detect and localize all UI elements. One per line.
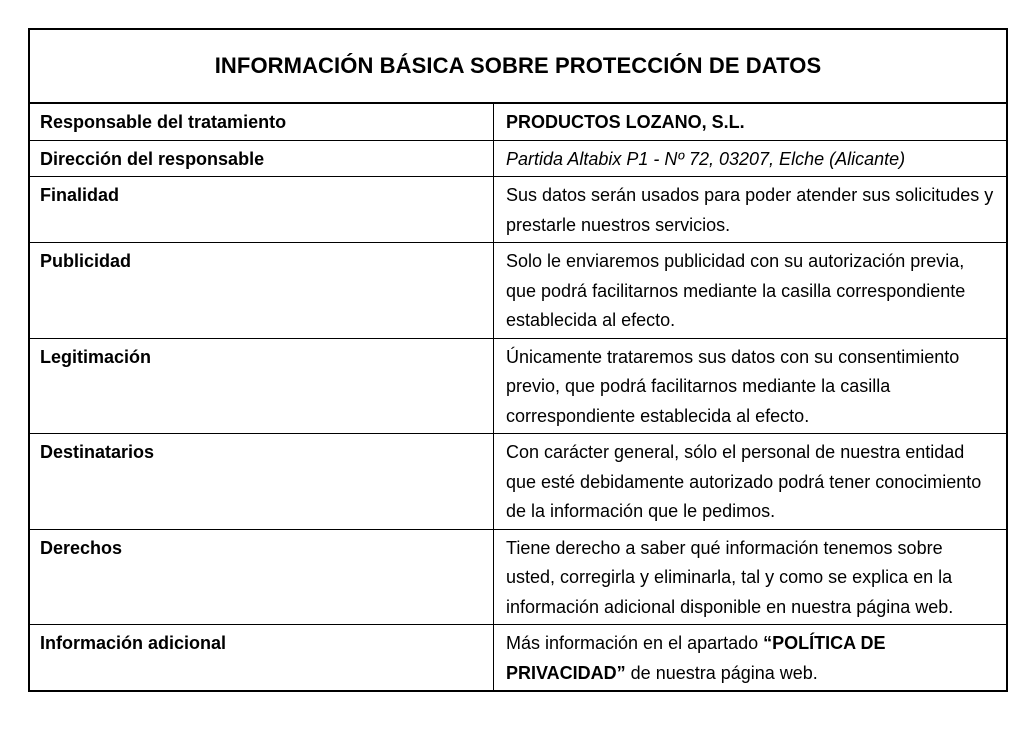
row-label: Destinatarios xyxy=(30,434,494,529)
table-row xyxy=(30,530,1006,626)
table-row xyxy=(30,434,1006,530)
table-row xyxy=(30,177,1006,243)
table-row xyxy=(30,339,1006,435)
row-label: Finalidad xyxy=(30,177,494,242)
row-value: Tiene derecho a saber qué información tenemos sobre usted, corregirla y eliminarla, tal y como se explica en la información adicional disponible en nuestra página web. xyxy=(506,537,954,617)
table-row xyxy=(30,625,1006,690)
row-value: Únicamente trataremos sus datos con su consentimiento previo, que podrá facilitarnos mediante la casilla correspondiente establecida al efecto. xyxy=(506,346,960,426)
value-prefix: Más información en el apartado xyxy=(506,633,764,653)
row-label: Legitimación xyxy=(30,339,494,434)
row-label: Responsable del tratamiento xyxy=(30,104,494,140)
row-label: Derechos xyxy=(30,530,494,625)
row-value: Con carácter general, sólo el personal de nuestra entidad que esté debidamente autorizado podrá tener conocimiento de la información que le pedimos. xyxy=(506,442,982,521)
value-suffix: de nuestra página web. xyxy=(625,662,818,683)
table-row xyxy=(30,243,1006,339)
row-label: Información adicional xyxy=(30,625,494,690)
table-title: INFORMACIÓN BÁSICA SOBRE PROTECCIÓN DE DATOS xyxy=(30,30,1006,104)
row-value: Sus datos serán usados para poder atender sus solicitudes y prestarle nuestros servicios. xyxy=(506,185,994,235)
row-label: Publicidad xyxy=(30,243,494,338)
row-value: PRODUCTOS LOZANO, S.L. xyxy=(506,112,745,132)
row-value xyxy=(494,625,1006,690)
row-label: Dirección del responsable xyxy=(30,141,494,177)
table-row xyxy=(30,141,1006,178)
row-value: Partida Altabix P1 - Nº 72, 03207, Elche (Alicante) xyxy=(506,148,906,169)
data-protection-table xyxy=(28,28,1008,692)
privacy-policy-reference: “POLÍTICA DE PRIVACIDAD” xyxy=(506,633,886,683)
table-row xyxy=(30,104,1006,141)
row-value: Solo le enviaremos publicidad con su autorización previa, que podrá facilitarnos mediante la casilla correspondiente establecida al efecto. xyxy=(506,251,966,330)
